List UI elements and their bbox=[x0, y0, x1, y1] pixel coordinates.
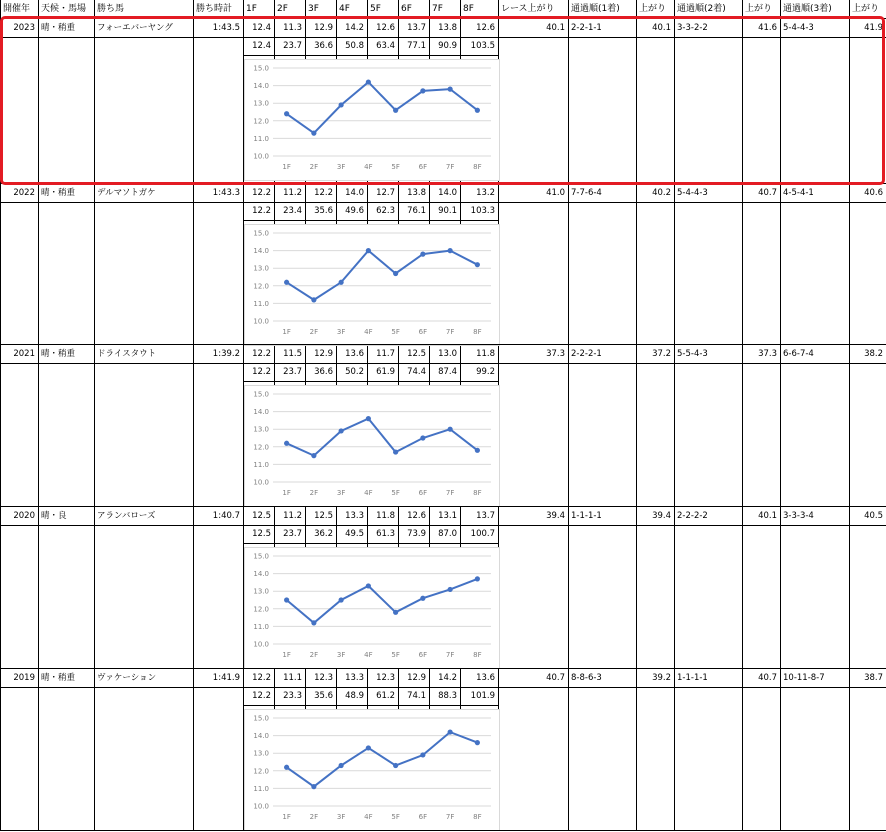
last-1st-cell: 37.2 bbox=[652, 349, 671, 359]
data-point bbox=[420, 435, 425, 440]
data-point bbox=[339, 597, 344, 602]
data-point bbox=[284, 765, 289, 770]
cumulative-time-cell: 77.1 bbox=[407, 41, 426, 51]
pass-1st-cell: 2-2-2-1 bbox=[571, 349, 602, 359]
y-tick-label: 12.0 bbox=[253, 767, 269, 776]
last-1st-cell: 40.2 bbox=[652, 188, 671, 198]
data-point bbox=[393, 271, 398, 276]
cumulative-time-cell: 36.2 bbox=[314, 529, 333, 539]
cumulative-time-cell: 87.4 bbox=[438, 367, 457, 377]
pass-2nd-cell: 3-3-2-2 bbox=[677, 23, 708, 33]
y-tick-label: 14.0 bbox=[253, 408, 269, 417]
cumulative-cell-border bbox=[336, 202, 337, 221]
lap-time-cell: 13.7 bbox=[407, 23, 426, 33]
cumulative-cell-border bbox=[460, 202, 461, 221]
race-last-cell: 39.4 bbox=[546, 511, 565, 521]
cumulative-cell-border bbox=[429, 687, 430, 706]
lap-time-cell: 12.2 bbox=[252, 673, 271, 683]
data-point bbox=[475, 576, 480, 581]
cumulative-cell-border bbox=[429, 202, 430, 221]
pass-3rd-cell: 4-5-4-1 bbox=[783, 188, 814, 198]
x-tick-label: 1F bbox=[282, 163, 291, 171]
winner-cell: ヴァケーション bbox=[97, 673, 157, 683]
cumulative-cell-border bbox=[336, 363, 337, 382]
y-tick-label: 15.0 bbox=[253, 229, 269, 238]
cumulative-time-cell: 23.3 bbox=[283, 691, 302, 701]
x-tick-label: 7F bbox=[445, 813, 455, 821]
lap-time-cell: 11.2 bbox=[283, 188, 302, 198]
x-tick-label: 6F bbox=[418, 651, 428, 659]
lap-time-cell: 12.3 bbox=[314, 673, 333, 683]
cumulative-time-cell: 61.2 bbox=[376, 691, 395, 701]
x-tick-label: 3F bbox=[336, 813, 346, 821]
x-tick-label: 5F bbox=[391, 651, 400, 659]
lap-time-cell: 12.2 bbox=[314, 188, 333, 198]
x-tick-label: 1F bbox=[282, 489, 291, 497]
lap-time-cell: 13.3 bbox=[345, 511, 364, 521]
lap-time-cell: 14.2 bbox=[345, 23, 364, 33]
lap-chart-2021 bbox=[244, 385, 500, 507]
lap-time-cell: 13.6 bbox=[476, 673, 495, 683]
cumulative-time-cell: 103.3 bbox=[470, 206, 495, 216]
cumulative-time-cell: 12.4 bbox=[252, 41, 271, 51]
lap-time-cell: 11.2 bbox=[283, 511, 302, 521]
y-tick-label: 12.0 bbox=[253, 282, 269, 291]
lap-chart-2020 bbox=[244, 547, 500, 669]
cumulative-time-cell: 74.1 bbox=[407, 691, 426, 701]
cumulative-time-cell: 88.3 bbox=[438, 691, 457, 701]
header-winner: 勝ち馬 bbox=[97, 4, 125, 14]
cumulative-time-cell: 101.9 bbox=[470, 691, 495, 701]
cumulative-time-cell: 87.0 bbox=[438, 529, 457, 539]
time-cell: 1:41.9 bbox=[212, 673, 240, 683]
cumulative-time-cell: 35.6 bbox=[314, 691, 333, 701]
lap-chart-2022 bbox=[244, 224, 500, 346]
data-point bbox=[311, 297, 316, 302]
lap-time-cell: 12.6 bbox=[376, 23, 395, 33]
header-lap-6: 6F bbox=[401, 4, 412, 14]
pass-1st-cell: 8-8-6-3 bbox=[571, 673, 602, 683]
time-cell: 1:39.2 bbox=[212, 349, 240, 359]
cumulative-time-cell: 12.2 bbox=[252, 206, 271, 216]
data-point bbox=[393, 449, 398, 454]
lap-time-cell: 11.7 bbox=[376, 349, 395, 359]
last-2nd-cell: 40.1 bbox=[758, 511, 777, 521]
lap-time-cell: 12.9 bbox=[314, 23, 333, 33]
data-point bbox=[311, 620, 316, 625]
last-1st-cell: 40.1 bbox=[652, 23, 671, 33]
cumulative-time-cell: 23.4 bbox=[283, 206, 302, 216]
x-tick-label: 6F bbox=[418, 813, 428, 821]
cumulative-time-cell: 63.4 bbox=[376, 41, 395, 51]
data-point bbox=[393, 610, 398, 615]
cumulative-cell-border bbox=[305, 687, 306, 706]
data-point bbox=[393, 763, 398, 768]
pass-2nd-cell: 5-5-4-3 bbox=[677, 349, 708, 359]
cumulative-cell-border bbox=[460, 525, 461, 544]
header-lap-1: 1F bbox=[246, 4, 257, 14]
lap-time-cell: 12.5 bbox=[314, 511, 333, 521]
lap-time-cell: 13.7 bbox=[476, 511, 495, 521]
y-tick-label: 10.0 bbox=[253, 152, 269, 161]
pass-2nd-cell: 5-4-4-3 bbox=[677, 188, 708, 198]
data-point bbox=[284, 280, 289, 285]
lap-time-cell: 12.4 bbox=[252, 23, 271, 33]
x-tick-label: 3F bbox=[336, 651, 346, 659]
race-last-cell: 40.1 bbox=[546, 23, 565, 33]
lap-time-cell: 12.6 bbox=[476, 23, 495, 33]
weather-cell: 晴・稍重 bbox=[41, 673, 76, 683]
last-3rd-cell: 40.6 bbox=[864, 188, 883, 198]
data-point bbox=[448, 729, 453, 734]
x-tick-label: 8F bbox=[473, 489, 482, 497]
lap-chart-svg bbox=[245, 386, 501, 508]
cumulative-time-cell: 103.5 bbox=[470, 41, 495, 51]
cumulative-cell-border bbox=[429, 525, 430, 544]
data-point bbox=[366, 583, 371, 588]
cumulative-time-cell: 36.6 bbox=[314, 41, 333, 51]
cumulative-time-cell: 36.6 bbox=[314, 367, 333, 377]
y-tick-label: 10.0 bbox=[253, 802, 269, 811]
lap-time-cell: 13.0 bbox=[438, 349, 457, 359]
y-tick-label: 11.0 bbox=[253, 784, 269, 793]
data-point bbox=[366, 745, 371, 750]
x-tick-label: 1F bbox=[282, 328, 291, 336]
year-cell: 2023 bbox=[13, 23, 35, 33]
y-tick-label: 12.0 bbox=[253, 117, 269, 126]
winner-cell: アランバローズ bbox=[97, 511, 156, 521]
lap-time-cell: 14.0 bbox=[345, 188, 364, 198]
cumulative-cell-border bbox=[398, 687, 399, 706]
pass-1st-cell: 2-2-1-1 bbox=[571, 23, 602, 33]
cumulative-time-cell: 49.5 bbox=[345, 529, 364, 539]
header-lap-2: 2F bbox=[277, 4, 288, 14]
pass-3rd-cell: 5-4-4-3 bbox=[783, 23, 814, 33]
cumulative-cell-border bbox=[398, 202, 399, 221]
y-tick-label: 13.0 bbox=[253, 99, 269, 108]
cumulative-time-cell: 73.9 bbox=[407, 529, 426, 539]
cumulative-time-cell: 61.3 bbox=[376, 529, 395, 539]
y-tick-label: 10.0 bbox=[253, 478, 269, 487]
pass-2nd-cell: 2-2-2-2 bbox=[677, 511, 708, 521]
x-tick-label: 2F bbox=[309, 163, 319, 171]
cumulative-cell-border bbox=[305, 525, 306, 544]
y-tick-label: 12.0 bbox=[253, 605, 269, 614]
cumulative-time-cell: 61.9 bbox=[376, 367, 395, 377]
cumulative-cell-border bbox=[305, 363, 306, 382]
x-tick-label: 7F bbox=[445, 489, 455, 497]
data-point bbox=[475, 740, 480, 745]
x-tick-label: 2F bbox=[309, 651, 319, 659]
last-2nd-cell: 40.7 bbox=[758, 673, 777, 683]
year-cell: 2021 bbox=[13, 349, 35, 359]
weather-cell: 晴・稍重 bbox=[41, 23, 76, 33]
last-3rd-cell: 38.7 bbox=[864, 673, 883, 683]
data-point bbox=[284, 441, 289, 446]
lap-time-cell: 12.6 bbox=[407, 511, 426, 521]
pass-3rd-cell: 10-11-8-7 bbox=[783, 673, 825, 683]
lap-time-cell: 13.8 bbox=[407, 188, 426, 198]
cumulative-cell-border bbox=[336, 687, 337, 706]
lap-time-cell: 12.2 bbox=[252, 349, 271, 359]
lap-time-cell: 12.2 bbox=[252, 188, 271, 198]
year-cell: 2019 bbox=[13, 673, 35, 683]
header-pass-1st: 通過順(1着) bbox=[571, 4, 620, 14]
lap-time-cell: 11.1 bbox=[283, 673, 302, 683]
pass-2nd-cell: 1-1-1-1 bbox=[677, 673, 708, 683]
lap-time-cell: 13.8 bbox=[438, 23, 457, 33]
lap-time-cell: 13.2 bbox=[476, 188, 495, 198]
year-cell: 2022 bbox=[13, 188, 35, 198]
x-tick-label: 8F bbox=[473, 651, 482, 659]
header-lap-8: 8F bbox=[463, 4, 474, 14]
header-last-2nd: 上がり bbox=[745, 4, 773, 14]
x-tick-label: 3F bbox=[336, 328, 346, 336]
header-last-1st: 上がり bbox=[639, 4, 667, 14]
y-tick-label: 11.0 bbox=[253, 134, 269, 143]
lap-time-cell: 11.8 bbox=[376, 511, 395, 521]
cumulative-time-cell: 62.3 bbox=[376, 206, 395, 216]
x-tick-label: 6F bbox=[418, 489, 428, 497]
series-line bbox=[287, 419, 478, 456]
race-last-cell: 40.7 bbox=[546, 673, 565, 683]
header-lap-7: 7F bbox=[432, 4, 443, 14]
header-time: 勝ち時計 bbox=[196, 4, 233, 14]
time-cell: 1:43.5 bbox=[212, 23, 240, 33]
cumulative-cell-border bbox=[398, 363, 399, 382]
cumulative-time-cell: 100.7 bbox=[470, 529, 495, 539]
y-tick-label: 13.0 bbox=[253, 587, 269, 596]
cumulative-cell-border bbox=[367, 363, 368, 382]
winner-cell: ドライスタウト bbox=[97, 349, 157, 359]
header-pass-2nd: 通過順(2着) bbox=[677, 4, 726, 14]
cumulative-time-cell: 35.6 bbox=[314, 206, 333, 216]
cumulative-time-cell: 23.7 bbox=[283, 41, 302, 51]
header-lap-4: 4F bbox=[339, 4, 350, 14]
cumulative-cell-border bbox=[367, 687, 368, 706]
x-tick-label: 4F bbox=[364, 813, 373, 821]
time-cell: 1:43.3 bbox=[212, 188, 240, 198]
highlight-2023-block bbox=[0, 16, 885, 185]
cumulative-time-cell: 76.1 bbox=[407, 206, 426, 216]
y-tick-label: 15.0 bbox=[253, 64, 269, 73]
lap-chart-svg bbox=[245, 548, 501, 670]
x-tick-label: 7F bbox=[445, 651, 455, 659]
y-tick-label: 10.0 bbox=[253, 317, 269, 326]
lap-time-cell: 12.7 bbox=[376, 188, 395, 198]
y-tick-label: 15.0 bbox=[253, 552, 269, 561]
last-3rd-cell: 41.9 bbox=[864, 23, 883, 33]
data-point bbox=[475, 448, 480, 453]
header-lap-3: 3F bbox=[308, 4, 319, 14]
x-tick-label: 4F bbox=[364, 651, 373, 659]
pass-3rd-cell: 6-6-7-4 bbox=[783, 349, 814, 359]
last-1st-cell: 39.2 bbox=[652, 673, 671, 683]
cumulative-time-cell: 90.9 bbox=[438, 41, 457, 51]
x-tick-label: 3F bbox=[336, 163, 346, 171]
cumulative-time-cell: 49.6 bbox=[345, 206, 364, 216]
last-3rd-cell: 40.5 bbox=[864, 511, 883, 521]
lap-time-cell: 11.3 bbox=[283, 23, 302, 33]
x-tick-label: 2F bbox=[309, 489, 319, 497]
lap-time-cell: 14.2 bbox=[438, 673, 457, 683]
x-tick-label: 8F bbox=[473, 328, 482, 336]
cumulative-time-cell: 99.2 bbox=[476, 367, 495, 377]
cumulative-cell-border bbox=[429, 363, 430, 382]
x-tick-label: 3F bbox=[336, 489, 346, 497]
x-tick-label: 1F bbox=[282, 651, 291, 659]
race-last-cell: 41.0 bbox=[546, 188, 565, 198]
y-tick-label: 14.0 bbox=[253, 247, 269, 256]
x-tick-label: 2F bbox=[309, 813, 319, 821]
last-2nd-cell: 41.6 bbox=[758, 23, 777, 33]
pass-3rd-cell: 3-3-3-4 bbox=[783, 511, 814, 521]
cumulative-cell-border bbox=[274, 202, 275, 221]
cumulative-time-cell: 23.7 bbox=[283, 367, 302, 377]
data-point bbox=[420, 252, 425, 257]
y-tick-label: 13.0 bbox=[253, 264, 269, 273]
x-tick-label: 7F bbox=[445, 328, 455, 336]
x-tick-label: 5F bbox=[391, 163, 400, 171]
lap-time-cell: 13.1 bbox=[438, 511, 457, 521]
header-weather: 天候・馬場 bbox=[41, 4, 87, 14]
x-tick-label: 4F bbox=[364, 163, 373, 171]
data-point bbox=[339, 280, 344, 285]
data-point bbox=[420, 752, 425, 757]
data-point bbox=[448, 248, 453, 253]
header-last-3rd: 上がり bbox=[852, 4, 880, 14]
y-tick-label: 14.0 bbox=[253, 570, 269, 579]
data-point bbox=[284, 597, 289, 602]
y-tick-label: 11.0 bbox=[253, 460, 269, 469]
lap-time-cell: 12.9 bbox=[407, 673, 426, 683]
y-tick-label: 13.0 bbox=[253, 749, 269, 758]
x-tick-label: 4F bbox=[364, 328, 373, 336]
x-tick-label: 2F bbox=[309, 328, 319, 336]
header-lap-5: 5F bbox=[370, 4, 381, 14]
series-line bbox=[287, 732, 478, 787]
cumulative-cell-border bbox=[274, 363, 275, 382]
cumulative-cell-border bbox=[367, 202, 368, 221]
data-point bbox=[339, 428, 344, 433]
weather-cell: 晴・稍重 bbox=[41, 349, 76, 359]
cumulative-time-cell: 48.9 bbox=[345, 691, 364, 701]
lap-chart-svg bbox=[245, 225, 501, 347]
cumulative-cell-border bbox=[460, 687, 461, 706]
series-line bbox=[287, 251, 478, 300]
cumulative-cell-border bbox=[274, 687, 275, 706]
weather-cell: 晴・良 bbox=[41, 511, 67, 521]
pass-1st-cell: 7-7-6-4 bbox=[571, 188, 602, 198]
winner-cell: デルマソトガケ bbox=[97, 188, 156, 198]
header-year: 開催年 bbox=[3, 4, 31, 14]
cumulative-cell-border bbox=[274, 525, 275, 544]
data-point bbox=[448, 587, 453, 592]
year-cell: 2020 bbox=[13, 511, 35, 521]
x-tick-label: 8F bbox=[473, 813, 482, 821]
cumulative-time-cell: 50.2 bbox=[345, 367, 364, 377]
x-tick-label: 5F bbox=[391, 328, 400, 336]
last-2nd-cell: 40.7 bbox=[758, 188, 777, 198]
lap-time-cell: 12.3 bbox=[376, 673, 395, 683]
time-cell: 1:40.7 bbox=[212, 511, 240, 521]
cumulative-time-cell: 74.4 bbox=[407, 367, 426, 377]
lap-time-cell: 11.8 bbox=[476, 349, 495, 359]
data-point bbox=[311, 784, 316, 789]
lap-time-cell: 13.6 bbox=[345, 349, 364, 359]
data-point bbox=[366, 248, 371, 253]
header-pass-3rd: 通過順(3着) bbox=[783, 4, 832, 14]
lap-time-cell: 14.0 bbox=[438, 188, 457, 198]
x-tick-label: 8F bbox=[473, 163, 482, 171]
cumulative-time-cell: 90.1 bbox=[438, 206, 457, 216]
cumulative-cell-border bbox=[398, 525, 399, 544]
y-tick-label: 14.0 bbox=[253, 732, 269, 741]
race-last-cell: 37.3 bbox=[546, 349, 565, 359]
x-tick-label: 6F bbox=[418, 163, 428, 171]
data-point bbox=[420, 596, 425, 601]
cumulative-time-cell: 12.2 bbox=[252, 691, 271, 701]
y-tick-label: 14.0 bbox=[253, 82, 269, 91]
y-tick-label: 10.0 bbox=[253, 640, 269, 649]
cumulative-time-cell: 50.8 bbox=[345, 41, 364, 51]
cumulative-cell-border bbox=[305, 202, 306, 221]
header-race-last: レース上がり bbox=[501, 4, 555, 14]
cumulative-cell-border bbox=[367, 525, 368, 544]
y-tick-label: 11.0 bbox=[253, 299, 269, 308]
cumulative-cell-border bbox=[460, 363, 461, 382]
x-tick-label: 1F bbox=[282, 813, 291, 821]
lap-time-cell: 11.5 bbox=[283, 349, 302, 359]
data-point bbox=[311, 453, 316, 458]
lap-time-cell: 12.9 bbox=[314, 349, 333, 359]
y-tick-label: 13.0 bbox=[253, 425, 269, 434]
series-line bbox=[287, 579, 478, 623]
lap-time-cell: 12.5 bbox=[407, 349, 426, 359]
data-point bbox=[448, 427, 453, 432]
y-tick-label: 11.0 bbox=[253, 622, 269, 631]
pass-1st-cell: 1-1-1-1 bbox=[571, 511, 602, 521]
cumulative-time-cell: 23.7 bbox=[283, 529, 302, 539]
lap-time-cell: 12.5 bbox=[252, 511, 271, 521]
x-tick-label: 6F bbox=[418, 328, 428, 336]
x-tick-label: 5F bbox=[391, 813, 400, 821]
cumulative-time-cell: 12.2 bbox=[252, 367, 271, 377]
y-tick-label: 12.0 bbox=[253, 443, 269, 452]
x-tick-label: 5F bbox=[391, 489, 400, 497]
y-tick-label: 15.0 bbox=[253, 714, 269, 723]
cumulative-cell-border bbox=[336, 525, 337, 544]
last-2nd-cell: 37.3 bbox=[758, 349, 777, 359]
x-tick-label: 7F bbox=[445, 163, 455, 171]
lap-chart-svg bbox=[245, 710, 501, 832]
lap-chart-2019 bbox=[244, 709, 500, 831]
data-point bbox=[366, 416, 371, 421]
x-tick-label: 4F bbox=[364, 489, 373, 497]
weather-cell: 晴・稍重 bbox=[41, 188, 76, 198]
last-3rd-cell: 38.2 bbox=[864, 349, 883, 359]
last-1st-cell: 39.4 bbox=[652, 511, 671, 521]
y-tick-label: 15.0 bbox=[253, 390, 269, 399]
winner-cell: フォーエバーヤング bbox=[97, 23, 173, 33]
data-point bbox=[339, 763, 344, 768]
lap-time-cell: 13.3 bbox=[345, 673, 364, 683]
cumulative-time-cell: 12.5 bbox=[252, 529, 271, 539]
data-point bbox=[475, 262, 480, 267]
